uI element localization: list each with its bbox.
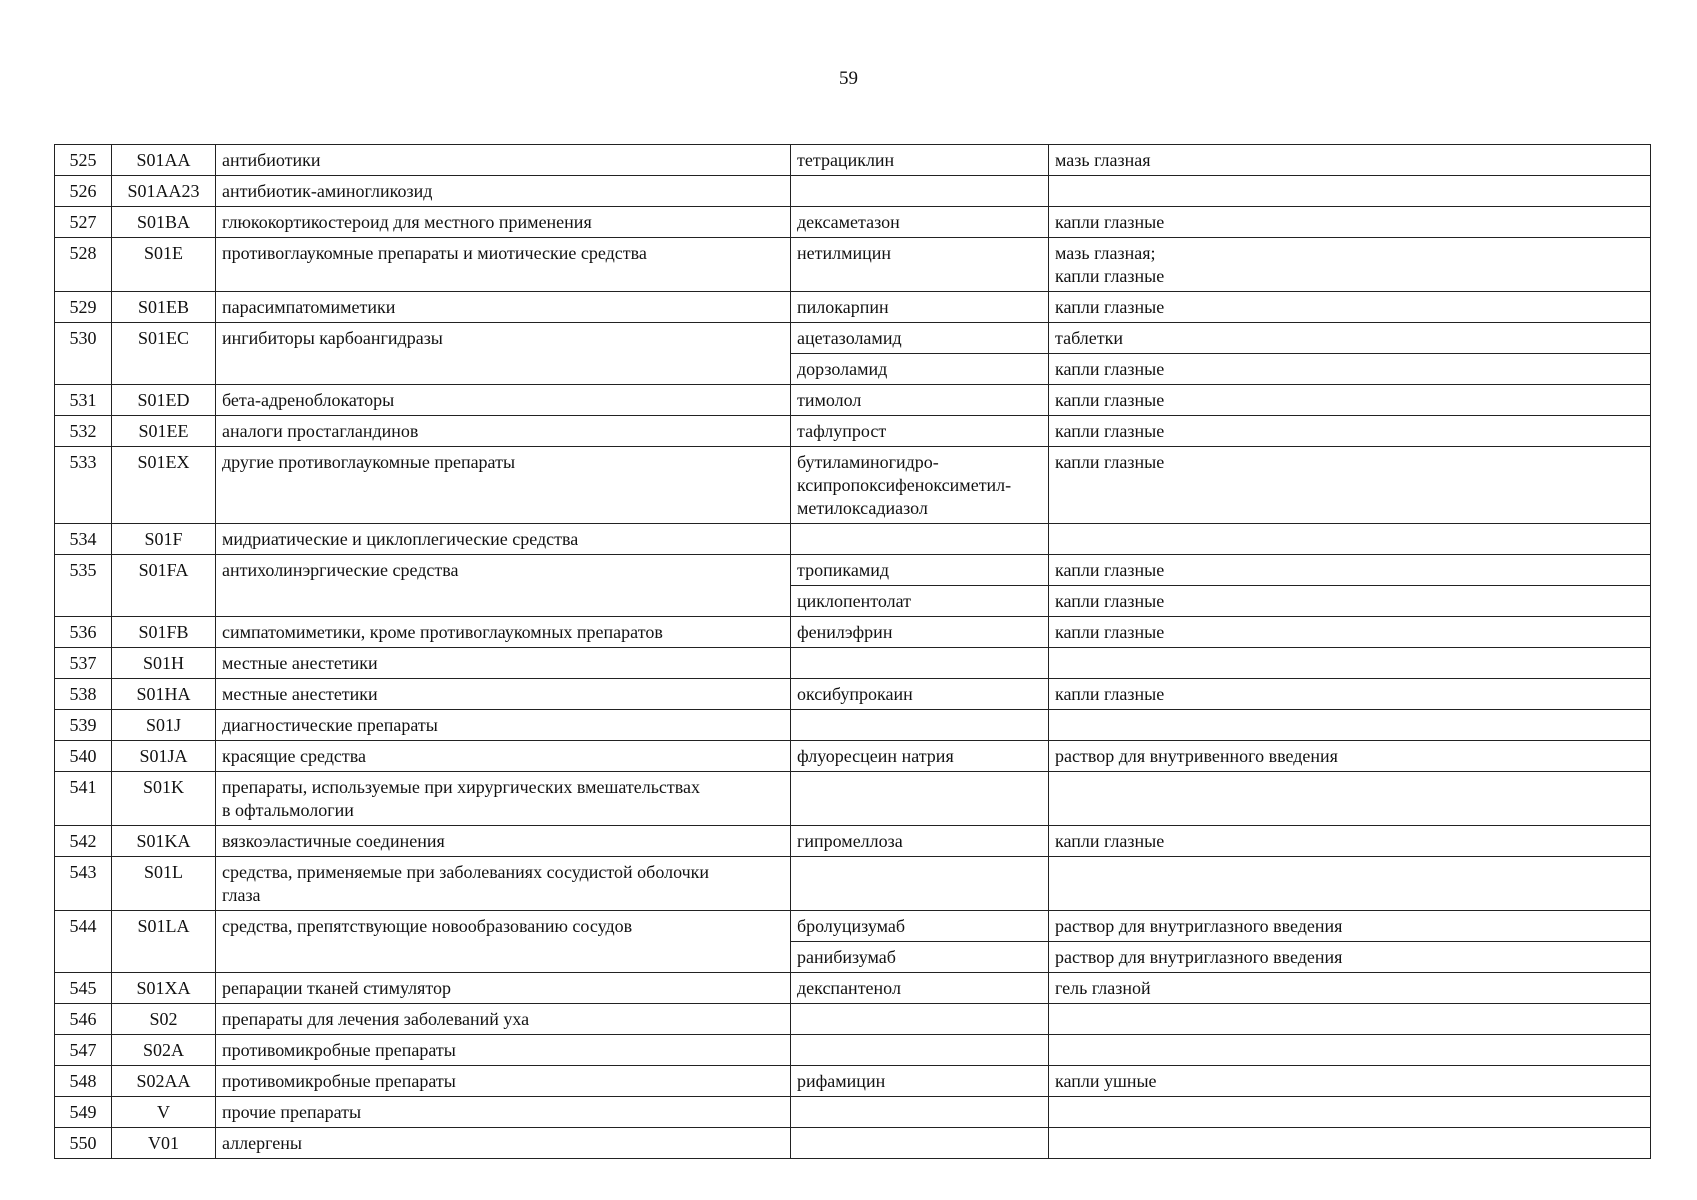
atc-code: S01ED [112, 385, 216, 416]
anatomical-group: вязкоэластичные соединения [216, 826, 791, 857]
row-number: 527 [55, 207, 112, 238]
drug-name: нетилмицин [791, 238, 1049, 292]
drug-name [791, 1097, 1049, 1128]
row-number: 542 [55, 826, 112, 857]
table-row [55, 648, 1651, 679]
anatomical-group: прочие препараты [216, 1097, 791, 1128]
anatomical-group: противомикробные препараты [216, 1035, 791, 1066]
table-row [55, 617, 1651, 648]
drug-name: тропикамид [791, 555, 1049, 586]
anatomical-group: красящие средства [216, 741, 791, 772]
drug-name: фенилэфрин [791, 617, 1049, 648]
row-number: 528 [55, 238, 112, 292]
table-row [55, 1097, 1651, 1128]
atc-code: S01BA [112, 207, 216, 238]
drug-name: ранибизумаб [791, 942, 1049, 973]
atc-code: S01EC [112, 323, 216, 385]
atc-code: S01JA [112, 741, 216, 772]
atc-code: S01J [112, 710, 216, 741]
dosage-form [1049, 524, 1651, 555]
dosage-form: капли глазные [1049, 292, 1651, 323]
table-row [55, 176, 1651, 207]
drug-name-line: ксипропоксифеноксиметил- [797, 475, 1012, 495]
anatomical-group-line: глаза [222, 885, 261, 905]
row-number: 531 [55, 385, 112, 416]
atc-code: S02AA [112, 1066, 216, 1097]
drug-name [791, 857, 1049, 911]
dosage-form: капли глазные [1049, 354, 1651, 385]
anatomical-group: противомикробные препараты [216, 1066, 791, 1097]
atc-code: S01L [112, 857, 216, 911]
row-number: 540 [55, 741, 112, 772]
dosage-form-line: капли глазные [1055, 266, 1165, 286]
dosage-form: капли глазные [1049, 617, 1651, 648]
table-row [55, 524, 1651, 555]
dosage-form: капли глазные [1049, 555, 1651, 586]
table-row [55, 911, 1651, 942]
table-row [55, 741, 1651, 772]
drug-name: декспантенол [791, 973, 1049, 1004]
dosage-form [1049, 176, 1651, 207]
dosage-form: раствор для внутриглазного введения [1049, 911, 1651, 942]
drug-name: ацетазоламид [791, 323, 1049, 354]
dosage-form: капли глазные [1049, 679, 1651, 710]
table-row [55, 385, 1651, 416]
anatomical-group: средства, препятствующие новообразованию сосудов [216, 911, 791, 973]
table-row [55, 238, 1651, 292]
drug-name: циклопентолат [791, 586, 1049, 617]
row-number: 546 [55, 1004, 112, 1035]
drug-name: оксибупрокаин [791, 679, 1049, 710]
dosage-form [1049, 857, 1651, 911]
anatomical-group: ингибиторы карбоангидразы [216, 323, 791, 385]
drug-name: тафлупрост [791, 416, 1049, 447]
dosage-form [1049, 1128, 1651, 1159]
anatomical-group: антибиотик-аминогликозид [216, 176, 791, 207]
anatomical-group: глюкокортикостероид для местного применения [216, 207, 791, 238]
atc-code: S01LA [112, 911, 216, 973]
anatomical-group: препараты для лечения заболеваний уха [216, 1004, 791, 1035]
atc-code: S01XA [112, 973, 216, 1004]
table-row [55, 710, 1651, 741]
anatomical-group: аналоги простагландинов [216, 416, 791, 447]
row-number: 541 [55, 772, 112, 826]
drug-name-line: метилоксадиазол [797, 498, 928, 518]
drug-name: тимолол [791, 385, 1049, 416]
table-row [55, 826, 1651, 857]
row-number: 544 [55, 911, 112, 973]
dosage-form: капли глазные [1049, 447, 1651, 524]
drug-name-line: бутиламиногидро- [797, 452, 939, 472]
anatomical-group [216, 857, 791, 911]
anatomical-group: аллергены [216, 1128, 791, 1159]
drug-name [791, 772, 1049, 826]
anatomical-group: другие противоглаукомные препараты [216, 447, 791, 524]
table-row [55, 1035, 1651, 1066]
row-number: 538 [55, 679, 112, 710]
dosage-form [1049, 710, 1651, 741]
anatomical-group: антихолинэргические средства [216, 555, 791, 617]
page-number: 59 [839, 68, 858, 89]
row-number: 543 [55, 857, 112, 911]
table-row [55, 555, 1651, 586]
table-row [55, 207, 1651, 238]
drug-name [791, 524, 1049, 555]
drug-name: флуоресцеин натрия [791, 741, 1049, 772]
drug-name [791, 1035, 1049, 1066]
row-number: 529 [55, 292, 112, 323]
atc-code: S01EB [112, 292, 216, 323]
row-number: 550 [55, 1128, 112, 1159]
atc-code: S01KA [112, 826, 216, 857]
drug-name [791, 710, 1049, 741]
anatomical-group: бета-адреноблокаторы [216, 385, 791, 416]
atc-code: S01E [112, 238, 216, 292]
row-number: 539 [55, 710, 112, 741]
row-number: 525 [55, 145, 112, 176]
dosage-form: капли глазные [1049, 826, 1651, 857]
drug-name: рифамицин [791, 1066, 1049, 1097]
atc-code: S01H [112, 648, 216, 679]
dosage-form [1049, 1035, 1651, 1066]
row-number: 530 [55, 323, 112, 385]
table-row [55, 145, 1651, 176]
dosage-form [1049, 1097, 1651, 1128]
dosage-form [1049, 1004, 1651, 1035]
row-number: 526 [55, 176, 112, 207]
drug-name: бролуцизумаб [791, 911, 1049, 942]
drug-name [791, 1128, 1049, 1159]
dosage-form: капли ушные [1049, 1066, 1651, 1097]
drug-name: тетрациклин [791, 145, 1049, 176]
atc-code: S01AA [112, 145, 216, 176]
atc-code: S01EX [112, 447, 216, 524]
row-number: 549 [55, 1097, 112, 1128]
dosage-form: капли глазные [1049, 586, 1651, 617]
table-row [55, 1066, 1651, 1097]
atc-code: S01EE [112, 416, 216, 447]
table-body [55, 145, 1651, 1159]
atc-code: S01K [112, 772, 216, 826]
drug-name [791, 447, 1049, 524]
table-row [55, 679, 1651, 710]
drug-name: дорзоламид [791, 354, 1049, 385]
table-row [55, 973, 1651, 1004]
dosage-form: капли глазные [1049, 385, 1651, 416]
drug-name [791, 1004, 1049, 1035]
anatomical-group: антибиотики [216, 145, 791, 176]
anatomical-group-line: средства, применяемые при заболеваниях сосудистой оболочки [222, 862, 710, 882]
dosage-form: таблетки [1049, 323, 1651, 354]
dosage-form: капли глазные [1049, 207, 1651, 238]
row-number: 547 [55, 1035, 112, 1066]
atc-code: S01AA23 [112, 176, 216, 207]
anatomical-group-line: препараты, используемые при хирургических вмешательствах [222, 777, 701, 797]
dosage-form: раствор для внутривенного введения [1049, 741, 1651, 772]
anatomical-group: репарации тканей стимулятор [216, 973, 791, 1004]
anatomical-group: парасимпатомиметики [216, 292, 791, 323]
drug-name [791, 176, 1049, 207]
table-row [55, 857, 1651, 911]
dosage-form: капли глазные [1049, 416, 1651, 447]
table-row [55, 416, 1651, 447]
row-number: 536 [55, 617, 112, 648]
dosage-form [1049, 648, 1651, 679]
row-number: 534 [55, 524, 112, 555]
table-row [55, 1128, 1651, 1159]
atc-code: S02A [112, 1035, 216, 1066]
anatomical-group: местные анестетики [216, 648, 791, 679]
row-number: 548 [55, 1066, 112, 1097]
anatomical-group-line: в офтальмологии [222, 800, 354, 820]
atc-code: V01 [112, 1128, 216, 1159]
drug-table [54, 144, 1651, 1159]
atc-code: V [112, 1097, 216, 1128]
drug-name [791, 648, 1049, 679]
table-row [55, 1004, 1651, 1035]
dosage-form: раствор для внутриглазного введения [1049, 942, 1651, 973]
anatomical-group: местные анестетики [216, 679, 791, 710]
dosage-form: гель глазной [1049, 973, 1651, 1004]
atc-code: S01F [112, 524, 216, 555]
drug-name: гипромеллоза [791, 826, 1049, 857]
row-number: 537 [55, 648, 112, 679]
row-number: 532 [55, 416, 112, 447]
dosage-form [1049, 238, 1651, 292]
anatomical-group: симпатомиметики, кроме противоглаукомных препаратов [216, 617, 791, 648]
anatomical-group: диагностические препараты [216, 710, 791, 741]
table-row [55, 292, 1651, 323]
atc-code: S02 [112, 1004, 216, 1035]
dosage-form: мазь глазная [1049, 145, 1651, 176]
dosage-form [1049, 772, 1651, 826]
anatomical-group [216, 772, 791, 826]
atc-code: S01FB [112, 617, 216, 648]
anatomical-group: мидриатические и циклоплегические средства [216, 524, 791, 555]
table-row [55, 772, 1651, 826]
drug-name: пилокарпин [791, 292, 1049, 323]
row-number: 545 [55, 973, 112, 1004]
drug-name: дексаметазон [791, 207, 1049, 238]
table-row [55, 323, 1651, 354]
atc-code: S01HA [112, 679, 216, 710]
row-number: 533 [55, 447, 112, 524]
dosage-form-line: мазь глазная; [1055, 243, 1156, 263]
anatomical-group: противоглаукомные препараты и миотические средства [216, 238, 791, 292]
atc-code: S01FA [112, 555, 216, 617]
row-number: 535 [55, 555, 112, 617]
table-row [55, 447, 1651, 524]
